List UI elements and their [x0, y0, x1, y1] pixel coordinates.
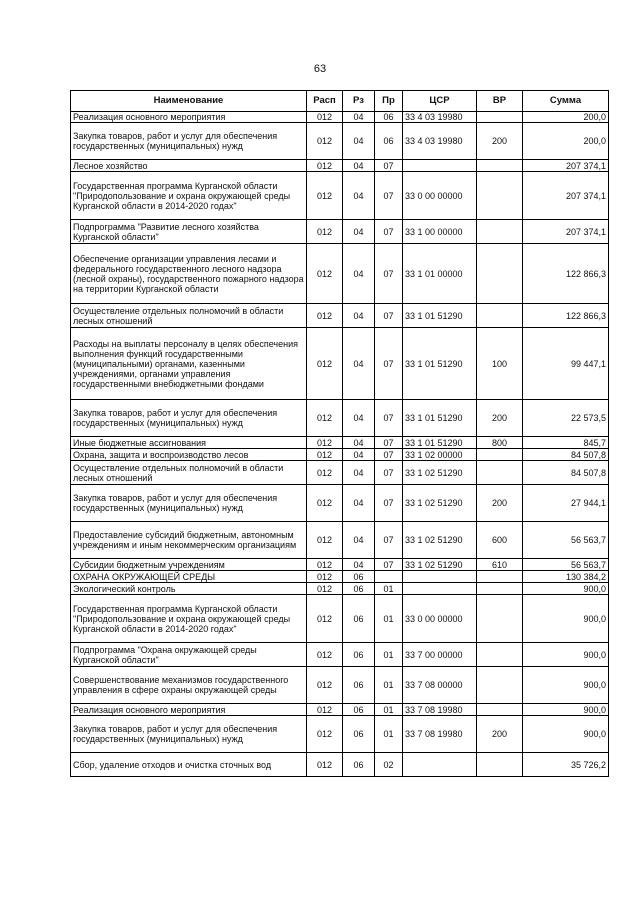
- row-rz: 06: [343, 643, 375, 667]
- row-sum: 200,0: [523, 123, 609, 160]
- row-csr: 33 7 00 00000: [403, 643, 477, 667]
- row-vr: 100: [477, 328, 523, 400]
- row-pr: 07: [375, 559, 403, 571]
- row-rasp: 012: [307, 667, 343, 704]
- row-vr: 610: [477, 559, 523, 571]
- table-row: [71, 304, 609, 328]
- row-sum: 122 866,3: [523, 304, 609, 328]
- table-row: [71, 400, 609, 437]
- table-row: [71, 112, 609, 123]
- row-rz: 06: [343, 571, 375, 583]
- row-rasp: 012: [307, 485, 343, 522]
- row-rasp: 012: [307, 437, 343, 449]
- row-rasp: 012: [307, 643, 343, 667]
- budget-table: [70, 90, 609, 777]
- row-rz: 04: [343, 461, 375, 485]
- row-sum: 845,7: [523, 437, 609, 449]
- row-csr: [403, 753, 477, 777]
- row-vr: [477, 172, 523, 220]
- table-row: [71, 559, 609, 571]
- row-rasp: 012: [307, 328, 343, 400]
- row-name: Подпрограмма "Развитие лесного хозяйства Курганской области": [71, 220, 307, 244]
- table-row: [71, 716, 609, 753]
- row-rasp: 012: [307, 172, 343, 220]
- row-name: Расходы на выплаты персоналу в целях обеспечения выполнения функций государственными (муниципальными) органами, казенными учреждениями, органами управления государственными внебюджетными фондами: [71, 328, 307, 400]
- row-rasp: 012: [307, 461, 343, 485]
- row-rasp: 012: [307, 583, 343, 595]
- row-sum: 122 866,3: [523, 244, 609, 304]
- row-pr: 07: [375, 304, 403, 328]
- page-number: 63: [313, 63, 327, 75]
- row-vr: [477, 220, 523, 244]
- row-pr: 07: [375, 437, 403, 449]
- row-sum: 900,0: [523, 716, 609, 753]
- row-name: ОХРАНА ОКРУЖАЮЩЕЙ СРЕДЫ: [71, 571, 307, 583]
- row-pr: 01: [375, 595, 403, 643]
- row-sum: 207 374,1: [523, 160, 609, 172]
- row-sum: 900,0: [523, 583, 609, 595]
- row-name: Совершенствование механизмов государственного управления в сфере охраны окружающей среды: [71, 667, 307, 704]
- row-sum: 207 374,1: [523, 220, 609, 244]
- row-csr: 33 1 00 00000: [403, 220, 477, 244]
- row-vr: [477, 461, 523, 485]
- row-sum: 130 384,2: [523, 571, 609, 583]
- row-rz: 04: [343, 437, 375, 449]
- header-sum: Сумма: [523, 91, 609, 112]
- row-name: Закупка товаров, работ и услуг для обеспечения государственных (муниципальных) нужд: [71, 400, 307, 437]
- table-row: [71, 172, 609, 220]
- row-rz: 06: [343, 595, 375, 643]
- row-name: Осуществление отдельных полномочий в области лесных отношений: [71, 461, 307, 485]
- row-name: Подпрограмма "Охрана окружающей среды Курганской области": [71, 643, 307, 667]
- row-pr: 07: [375, 220, 403, 244]
- row-csr: 33 1 01 51290: [403, 328, 477, 400]
- row-name: Субсидии бюджетным учреждениям: [71, 559, 307, 571]
- row-name: Государственная программа Курганской области "Природопользование и охрана окружающей среды Курганской области в 2014-2020 годах": [71, 172, 307, 220]
- row-vr: [477, 753, 523, 777]
- row-pr: 07: [375, 400, 403, 437]
- row-pr: 01: [375, 667, 403, 704]
- row-pr: [375, 571, 403, 583]
- row-csr: 33 1 02 51290: [403, 485, 477, 522]
- row-rz: 04: [343, 304, 375, 328]
- row-rasp: 012: [307, 160, 343, 172]
- row-csr: 33 1 01 51290: [403, 400, 477, 437]
- row-pr: 01: [375, 704, 403, 716]
- row-rasp: 012: [307, 112, 343, 123]
- row-pr: 07: [375, 160, 403, 172]
- row-sum: 84 507,8: [523, 449, 609, 461]
- table-row: [71, 753, 609, 777]
- row-csr: 33 1 02 51290: [403, 559, 477, 571]
- table-row: [71, 461, 609, 485]
- table-row: [71, 704, 609, 716]
- row-vr: [477, 244, 523, 304]
- header-name: Наименование: [71, 91, 307, 112]
- row-rasp: 012: [307, 220, 343, 244]
- table-row: [71, 522, 609, 559]
- row-pr: 01: [375, 716, 403, 753]
- row-sum: 56 563,7: [523, 559, 609, 571]
- row-csr: 33 1 02 51290: [403, 522, 477, 559]
- row-csr: 33 4 03 19980: [403, 123, 477, 160]
- row-sum: 56 563,7: [523, 522, 609, 559]
- row-name: Иные бюджетные ассигнования: [71, 437, 307, 449]
- row-pr: 07: [375, 328, 403, 400]
- row-rz: 06: [343, 667, 375, 704]
- table-row: [71, 485, 609, 522]
- row-csr: 33 0 00 00000: [403, 172, 477, 220]
- row-vr: [477, 160, 523, 172]
- row-csr: [403, 160, 477, 172]
- row-csr: 33 4 03 19980: [403, 112, 477, 123]
- row-csr: 33 1 01 00000: [403, 244, 477, 304]
- row-rz: 04: [343, 123, 375, 160]
- row-csr: 33 1 01 51290: [403, 304, 477, 328]
- header-pr: Пр: [375, 91, 403, 112]
- row-pr: 01: [375, 643, 403, 667]
- row-rz: 04: [343, 112, 375, 123]
- row-name: Реализация основного мероприятия: [71, 112, 307, 123]
- row-rz: 04: [343, 220, 375, 244]
- row-sum: 900,0: [523, 643, 609, 667]
- row-csr: 33 7 08 00000: [403, 667, 477, 704]
- row-rasp: 012: [307, 559, 343, 571]
- row-name: Обеспечение организации управления лесами и федерального государственного лесного надзора (лесной охраны), государственного пожарного надзора на территории Курганской области: [71, 244, 307, 304]
- row-rz: 06: [343, 583, 375, 595]
- row-vr: 200: [477, 485, 523, 522]
- row-name: Государственная программа Курганской области "Природопользование и охрана окружающей среды Курганской области в 2014-2020 годах": [71, 595, 307, 643]
- row-rasp: 012: [307, 571, 343, 583]
- row-rasp: 012: [307, 716, 343, 753]
- table-row: [71, 583, 609, 595]
- row-csr: 33 1 02 00000: [403, 449, 477, 461]
- row-csr: [403, 583, 477, 595]
- row-vr: [477, 112, 523, 123]
- row-name: Закупка товаров, работ и услуг для обеспечения государственных (муниципальных) нужд: [71, 123, 307, 160]
- row-sum: 200,0: [523, 112, 609, 123]
- row-rz: 04: [343, 485, 375, 522]
- row-sum: 84 507,8: [523, 461, 609, 485]
- row-name: Реализация основного мероприятия: [71, 704, 307, 716]
- row-vr: 200: [477, 400, 523, 437]
- row-vr: 800: [477, 437, 523, 449]
- row-sum: 900,0: [523, 667, 609, 704]
- row-rz: 04: [343, 522, 375, 559]
- row-rz: 04: [343, 559, 375, 571]
- row-csr: 33 1 01 51290: [403, 437, 477, 449]
- row-csr: [403, 571, 477, 583]
- row-vr: [477, 571, 523, 583]
- row-pr: 06: [375, 112, 403, 123]
- row-name: Экологический контроль: [71, 583, 307, 595]
- row-csr: 33 1 02 51290: [403, 461, 477, 485]
- row-rasp: 012: [307, 753, 343, 777]
- row-pr: 07: [375, 244, 403, 304]
- row-rz: 04: [343, 400, 375, 437]
- row-vr: 200: [477, 123, 523, 160]
- row-rasp: 012: [307, 304, 343, 328]
- row-sum: 900,0: [523, 704, 609, 716]
- row-name: Закупка товаров, работ и услуг для обеспечения государственных (муниципальных) нужд: [71, 485, 307, 522]
- row-csr: 33 7 08 19980: [403, 716, 477, 753]
- row-vr: 200: [477, 716, 523, 753]
- table-row: [71, 160, 609, 172]
- row-name: Осуществление отдельных полномочий в области лесных отношений: [71, 304, 307, 328]
- row-pr: 07: [375, 172, 403, 220]
- row-rz: 04: [343, 244, 375, 304]
- row-rz: 06: [343, 704, 375, 716]
- row-name: Сбор, удаление отходов и очистка сточных вод: [71, 753, 307, 777]
- row-pr: 02: [375, 753, 403, 777]
- table-row: [71, 449, 609, 461]
- table-row: [71, 328, 609, 400]
- row-rasp: 012: [307, 400, 343, 437]
- row-rz: 06: [343, 716, 375, 753]
- row-sum: 27 944,1: [523, 485, 609, 522]
- header-rasp: Расп: [307, 91, 343, 112]
- table-row: [71, 437, 609, 449]
- row-rasp: 012: [307, 522, 343, 559]
- row-pr: 01: [375, 583, 403, 595]
- row-vr: [477, 304, 523, 328]
- row-name: Лесное хозяйство: [71, 160, 307, 172]
- row-rasp: 012: [307, 704, 343, 716]
- row-rz: 04: [343, 449, 375, 461]
- table-row: [71, 643, 609, 667]
- row-sum: 35 726,2: [523, 753, 609, 777]
- row-rasp: 012: [307, 244, 343, 304]
- row-pr: 07: [375, 522, 403, 559]
- table-row: [71, 595, 609, 643]
- table-row: [71, 667, 609, 704]
- row-pr: 06: [375, 123, 403, 160]
- row-vr: [477, 449, 523, 461]
- row-vr: [477, 595, 523, 643]
- table-header-row: [71, 91, 609, 112]
- header-rz: Рз: [343, 91, 375, 112]
- row-rz: 06: [343, 753, 375, 777]
- header-vr: ВР: [477, 91, 523, 112]
- row-sum: 900,0: [523, 595, 609, 643]
- row-rasp: 012: [307, 449, 343, 461]
- row-csr: 33 7 08 19980: [403, 704, 477, 716]
- row-rz: 04: [343, 160, 375, 172]
- row-name: Закупка товаров, работ и услуг для обеспечения государственных (муниципальных) нужд: [71, 716, 307, 753]
- row-sum: 99 447,1: [523, 328, 609, 400]
- row-sum: 22 573,5: [523, 400, 609, 437]
- row-vr: [477, 643, 523, 667]
- row-vr: [477, 583, 523, 595]
- table-row: [71, 123, 609, 160]
- row-vr: 600: [477, 522, 523, 559]
- table-row: [71, 220, 609, 244]
- header-csr: ЦСР: [403, 91, 477, 112]
- row-rz: 04: [343, 172, 375, 220]
- table-row: [71, 244, 609, 304]
- row-rasp: 012: [307, 595, 343, 643]
- row-vr: [477, 704, 523, 716]
- row-pr: 07: [375, 461, 403, 485]
- row-pr: 07: [375, 449, 403, 461]
- row-name: Охрана, защита и воспроизводство лесов: [71, 449, 307, 461]
- row-sum: 207 374,1: [523, 172, 609, 220]
- row-csr: 33 0 00 00000: [403, 595, 477, 643]
- row-name: Предоставление субсидий бюджетным, автономным учреждениям и иным некоммерческим организациям: [71, 522, 307, 559]
- row-rz: 04: [343, 328, 375, 400]
- table-body: [71, 112, 609, 777]
- row-rasp: 012: [307, 123, 343, 160]
- row-pr: 07: [375, 485, 403, 522]
- table-row: [71, 571, 609, 583]
- row-vr: [477, 667, 523, 704]
